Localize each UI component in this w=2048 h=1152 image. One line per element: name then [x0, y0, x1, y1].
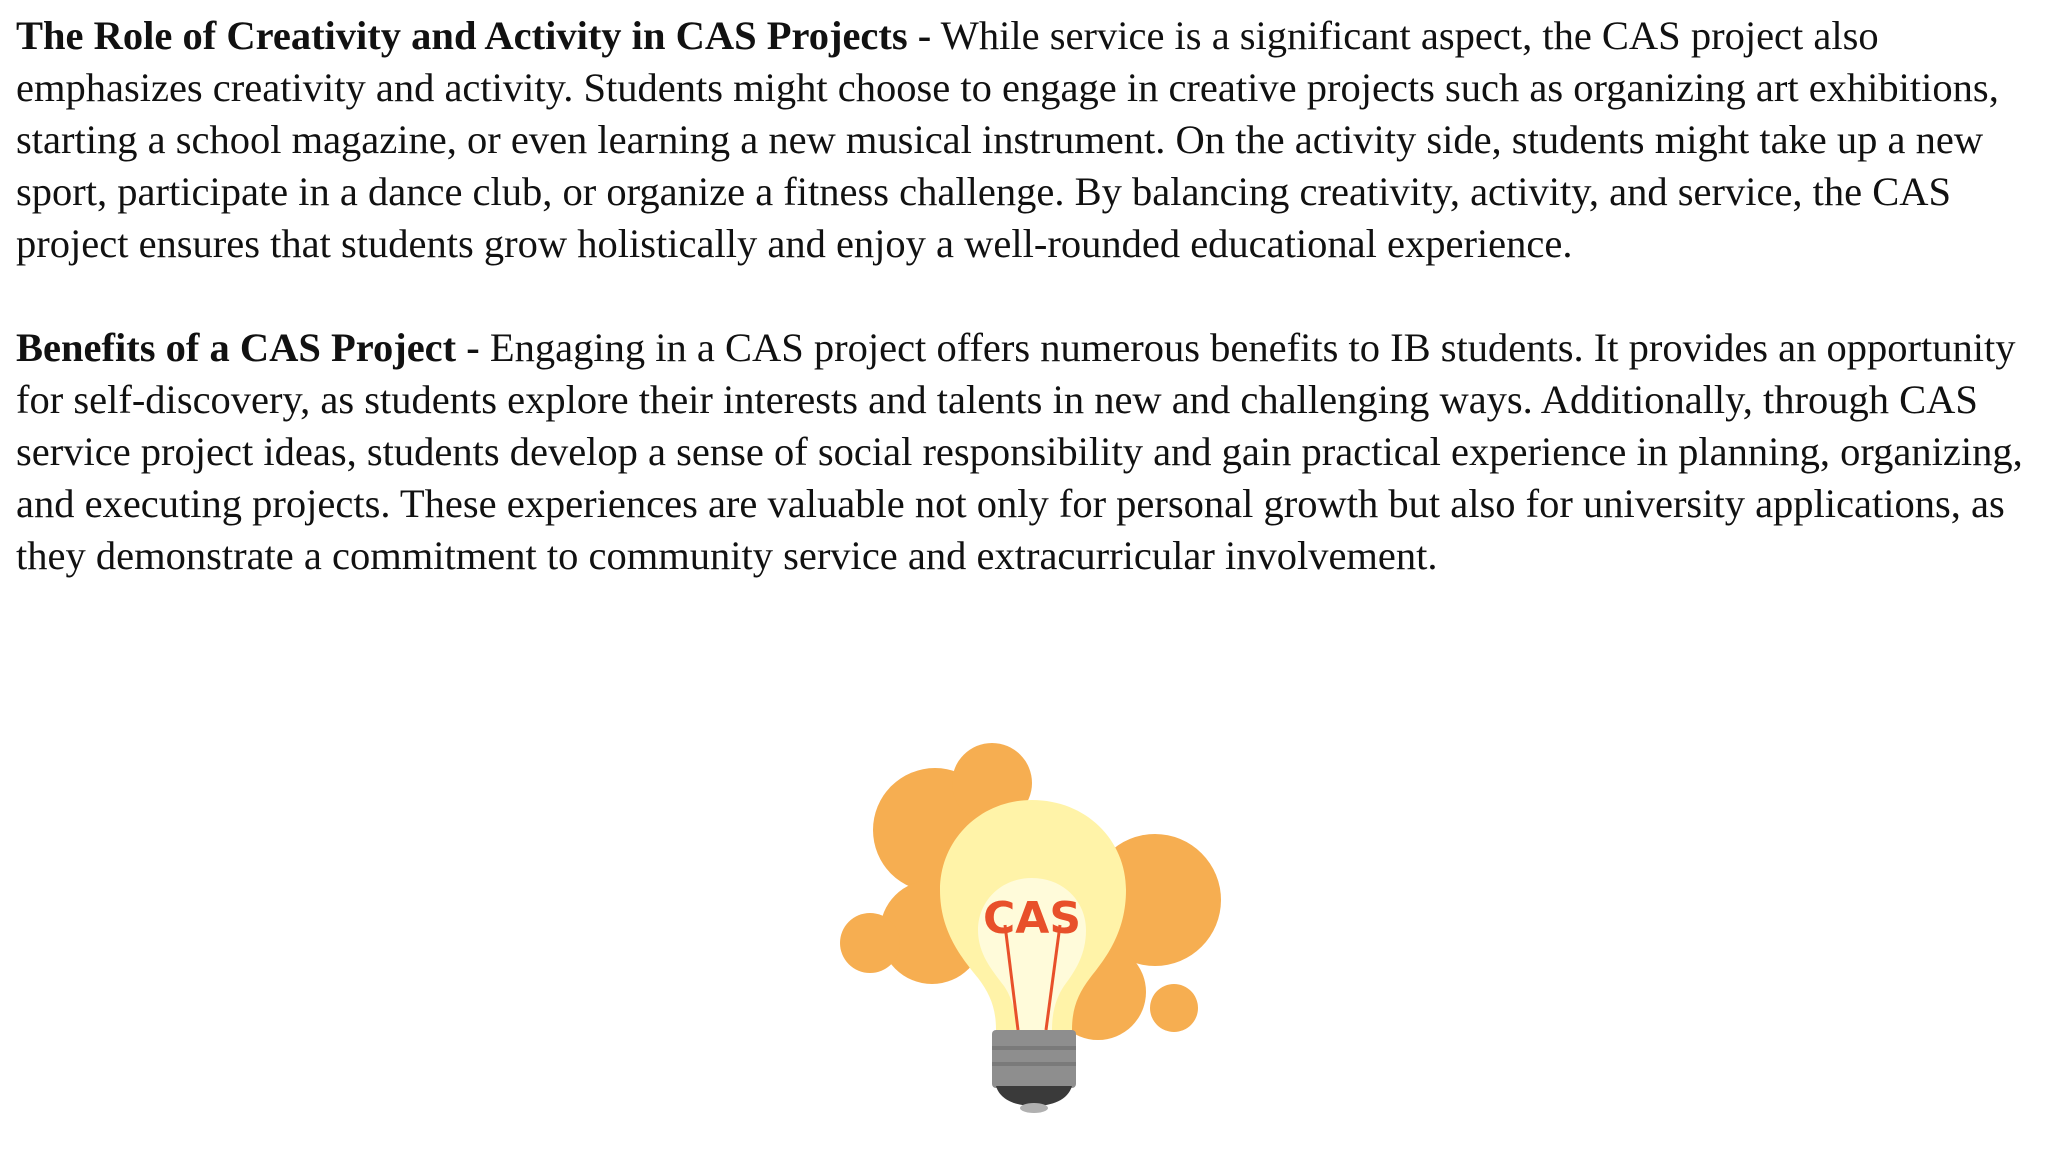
section-body-benefits: Engaging in a CAS project offers numerous benefits to IB students. It provides an opportunity for self-discovery, as students explore their interests and talents in new and challenging ways. Additionally, through CAS service project ideas, students develop a sense of social responsibility and gain practical experience in planning, organizing, and executing projects. These experiences are valuable not only for personal growth but also for university applications, as they demonstrate a commitment to community service and extracurricular involvement.: [16, 325, 2023, 578]
bubble: [840, 913, 900, 973]
bulb-base: [992, 1030, 1076, 1113]
section-body-creativity-activity: While service is a significant aspect, the CAS project also emphasizes creativity and activity. Students might choose to engage in creative projects such as organizing art exhibitions, starting a school magazine, or even learning a new musical instrument. On the activity side, students might take up a new sport, participate in a dance club, or organize a fitness challenge. By balancing creativity, activity, and service, the CAS project ensures that students grow holistically and enjoy a well-rounded educational experience.: [16, 13, 1999, 266]
paragraph-benefits: [16, 322, 2026, 582]
paragraph-creativity-activity: [16, 10, 2026, 270]
cas-label: CAS: [982, 893, 1082, 944]
cas-lightbulb-illustration: [820, 740, 1240, 1120]
lightbulb-icon: [820, 740, 1240, 1120]
article: [16, 10, 2026, 582]
section-heading-benefits: Benefits of a CAS Project -: [16, 325, 480, 370]
section-heading-creativity-activity: The Role of Creativity and Activity in CAS Projects -: [16, 13, 932, 58]
bubble: [1150, 984, 1198, 1032]
